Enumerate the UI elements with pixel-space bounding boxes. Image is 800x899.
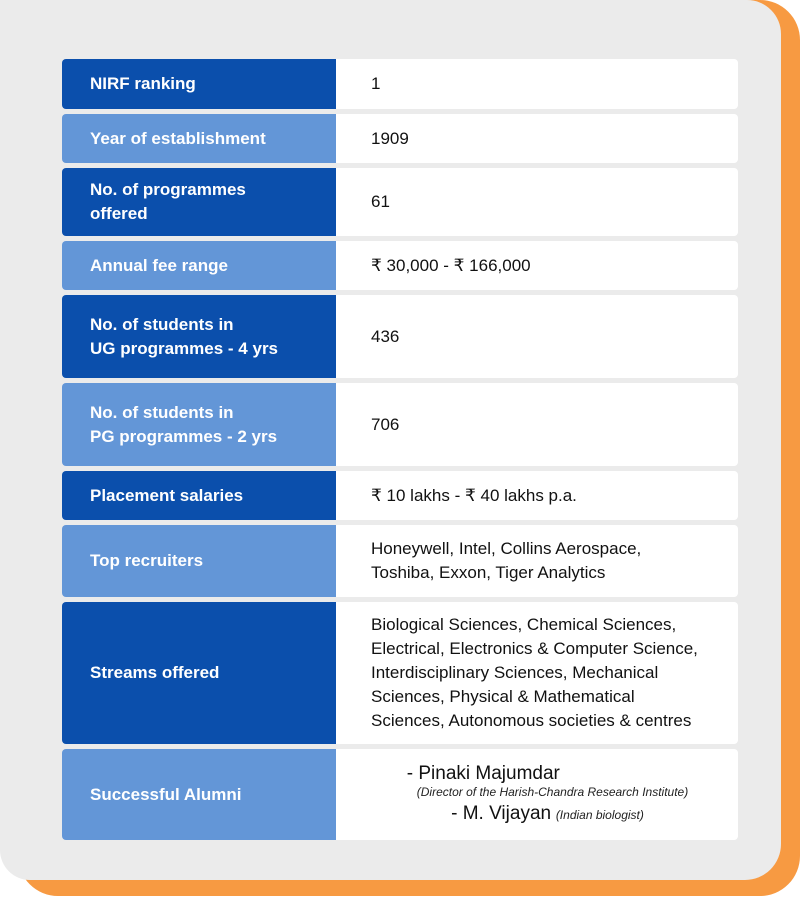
alumni-list [336, 749, 738, 840]
table-row-programmes-offered [62, 168, 738, 236]
row-value: ₹ 30,000 - ₹ 166,000 [336, 241, 738, 290]
row-label: No. of programmes offered [62, 168, 336, 236]
row-value: 706 [336, 383, 738, 466]
row-value: 1909 [336, 114, 738, 163]
table-row-streams-offered [62, 602, 738, 744]
row-label: No. of students in UG programmes - 4 yrs [62, 295, 336, 378]
alumni-item [407, 763, 688, 799]
row-value: 61 [336, 168, 738, 236]
row-value: Biological Sciences, Chemical Sciences, Electrical, Electronics & Computer Science, Interdisciplinary Sciences, Mechanical Sciences, Physical & Mathematical Sciences, Autonomous societies & centres [336, 602, 738, 744]
table-row-ug-students [62, 295, 738, 378]
row-label: Placement salaries [62, 471, 336, 520]
row-label: No. of students in PG programmes - 2 yrs [62, 383, 336, 466]
alumni-item [451, 802, 644, 827]
alumni-name: - Pinaki Majumdar [406, 762, 560, 784]
row-value: 436 [336, 295, 738, 378]
table-row-pg-students [62, 383, 738, 466]
table-row-successful-alumni [62, 749, 738, 840]
row-label: NIRF ranking [62, 59, 336, 109]
table-row-annual-fee-range [62, 241, 738, 290]
table-row-placement-salaries [62, 471, 738, 520]
row-label: Top recruiters [62, 525, 336, 597]
row-label: Year of establishment [62, 114, 336, 163]
table-row-top-recruiters [62, 525, 738, 597]
row-label: Annual fee range [62, 241, 336, 290]
alumni-name: - M. Vijayan [451, 802, 552, 824]
row-value: ₹ 10 lakhs - ₹ 40 lakhs p.a. [336, 471, 738, 520]
row-label: Successful Alumni [62, 749, 336, 840]
row-value: Honeywell, Intel, Collins Aerospace, Toshiba, Exxon, Tiger Analytics [336, 525, 738, 597]
row-value: 1 [336, 59, 738, 109]
alumni-description: (Indian biologist) [555, 807, 644, 822]
table-row-year-of-establishment [62, 114, 738, 163]
alumni-description: (Director of the Harish-Chandra Research Institute) [416, 784, 689, 799]
table-row-nirf-ranking [62, 59, 738, 109]
row-label: Streams offered [62, 602, 336, 744]
